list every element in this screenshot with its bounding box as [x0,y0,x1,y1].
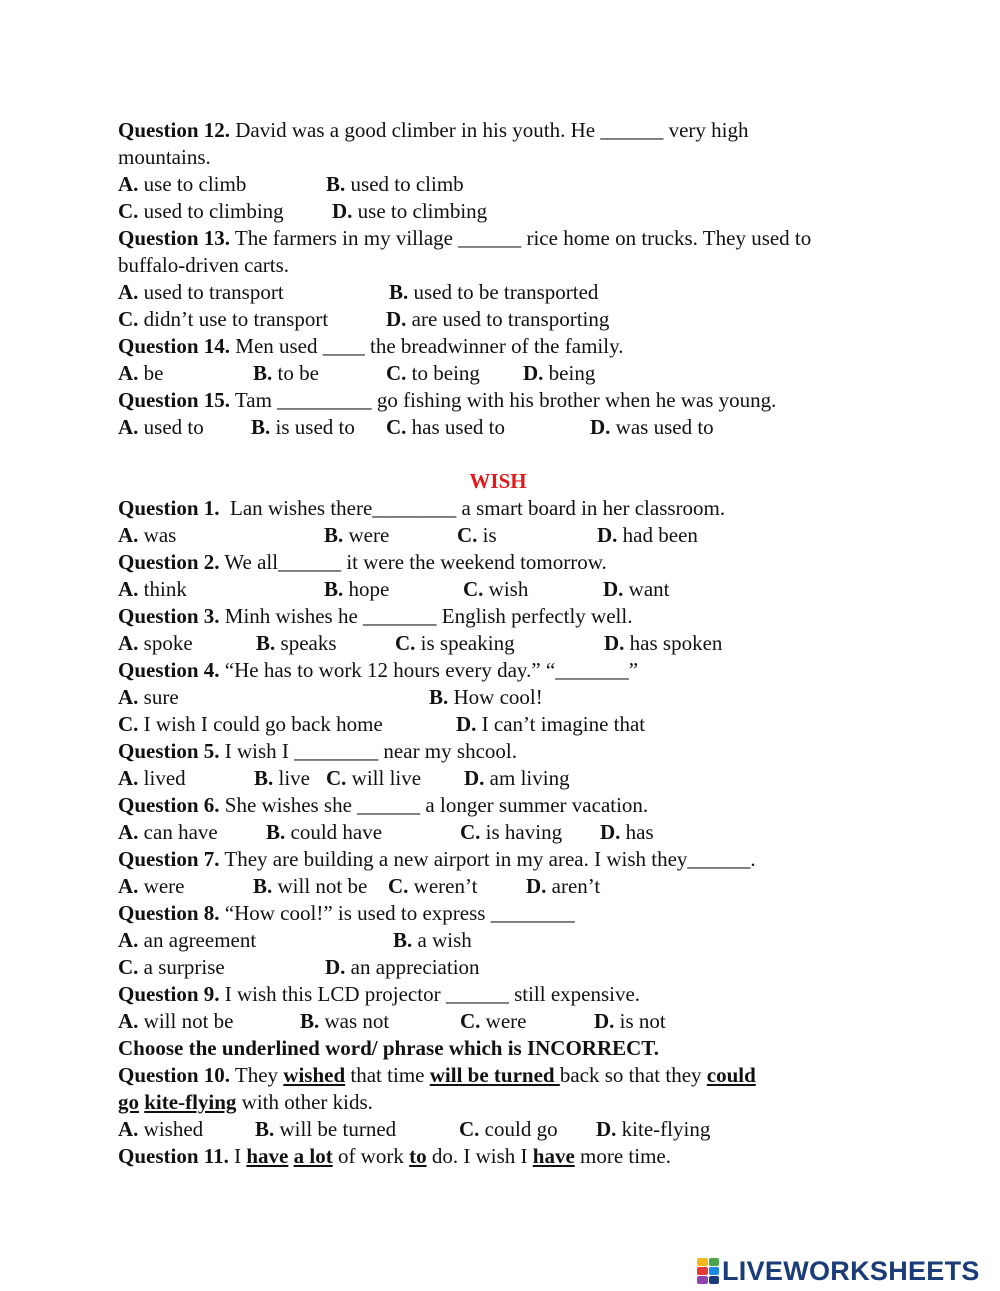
question-1-options: A. was B. were C. is D. had been [118,523,698,547]
question-4-options-row1: A. sure B. How cool! [118,685,543,709]
question-15-stem: Question 15. Tam _________ go fishing with his brother when he was young. [118,388,777,412]
question-7-stem: Question 7. They are building a new airport in my area. I wish they______. [118,847,756,871]
question-3-options: A. spoke B. speaks C. is speaking D. has spoken [118,631,723,655]
worksheet-page [118,117,918,1170]
question-4-options-row2: C. I wish I could go back home D. I can’t imagine that [118,712,646,736]
question-7-options: A. were B. will not be C. weren’t D. aren’t [118,874,601,898]
logo-cube [697,1276,708,1284]
question-11-stem: Question 11. I have a lot of work to do. I wish I have more time. [118,1144,671,1168]
question-15-options: A. used to B. is used to C. has used to D. was used to [118,415,714,439]
logo-cube [709,1258,720,1266]
question-6-stem: Question 6. She wishes she ______ a longer summer vacation. [118,793,649,817]
question-12-options-row2: C. used to climbing D. use to climbing [118,199,488,223]
question-9-stem: Question 9. I wish this LCD projector ______ still expensive. [118,982,641,1006]
question-13-stem-cont: buffalo-driven carts. [118,253,290,277]
logo-cube [697,1258,708,1266]
question-8-options-row2: C. a surprise D. an appreciation [118,955,480,979]
question-8-stem: Question 8. “How cool!” is used to express ________ [118,901,575,925]
logo-cube [697,1267,708,1275]
question-13-options-row2: C. didn’t use to transport D. are used to transporting [118,307,610,331]
logo-cube [709,1267,720,1275]
question-10-stem: Question 10. They wished that time will be turned back so that they could [118,1063,756,1087]
question-13-stem: Question 13. The farmers in my village ______ rice home on trucks. They used to [118,226,812,250]
question-12-stem-cont: mountains. [118,145,211,169]
question-2-options: A. think B. hope C. wish D. want [118,577,670,601]
spacer [118,441,918,468]
question-6-options: A. can have B. could have C. is having D. has [118,820,654,844]
question-9-options: A. will not be B. was not C. were D. is not [118,1009,666,1033]
question-14-stem: Question 14. Men used ____ the breadwinner of the family. [118,334,624,358]
logo-text: LIVEWORKSHEETS [722,1255,980,1286]
logo-cube [709,1276,720,1284]
logo-cubes-icon [697,1258,719,1284]
question-13-options-row1: A. used to transport B. used to be transported [118,280,599,304]
instruction: Choose the underlined word/ phrase which is INCORRECT. [118,1036,660,1060]
question-12-options-row1: A. use to climb B. used to climb [118,172,464,196]
question-5-options: A. lived B. live C. will live D. am living [118,766,570,790]
question-10-options: A. wished B. will be turned C. could go D. kite-flying [118,1117,711,1141]
question-10-stem-cont: go kite-flying with other kids. [118,1090,373,1114]
question-5-stem: Question 5. I wish I ________ near my shcool. [118,739,517,763]
question-2-stem: Question 2. We all______ it were the weekend tomorrow. [118,550,607,574]
section-title: WISH [469,469,527,493]
question-3-stem: Question 3. Minh wishes he _______ English perfectly well. [118,604,633,628]
question-12-stem: Question 12. David was a good climber in his youth. He ______ very high [118,118,749,142]
question-14-options: A. be B. to be C. to being D. being [118,361,596,385]
question-4-stem: Question 4. “He has to work 12 hours every day.” “_______” [118,658,639,682]
liveworksheets-logo[interactable] [697,1256,980,1286]
question-1-stem: Question 1. Lan wishes there________ a smart board in her classroom. [118,496,726,520]
question-8-options-row1: A. an agreement B. a wish [118,928,472,952]
